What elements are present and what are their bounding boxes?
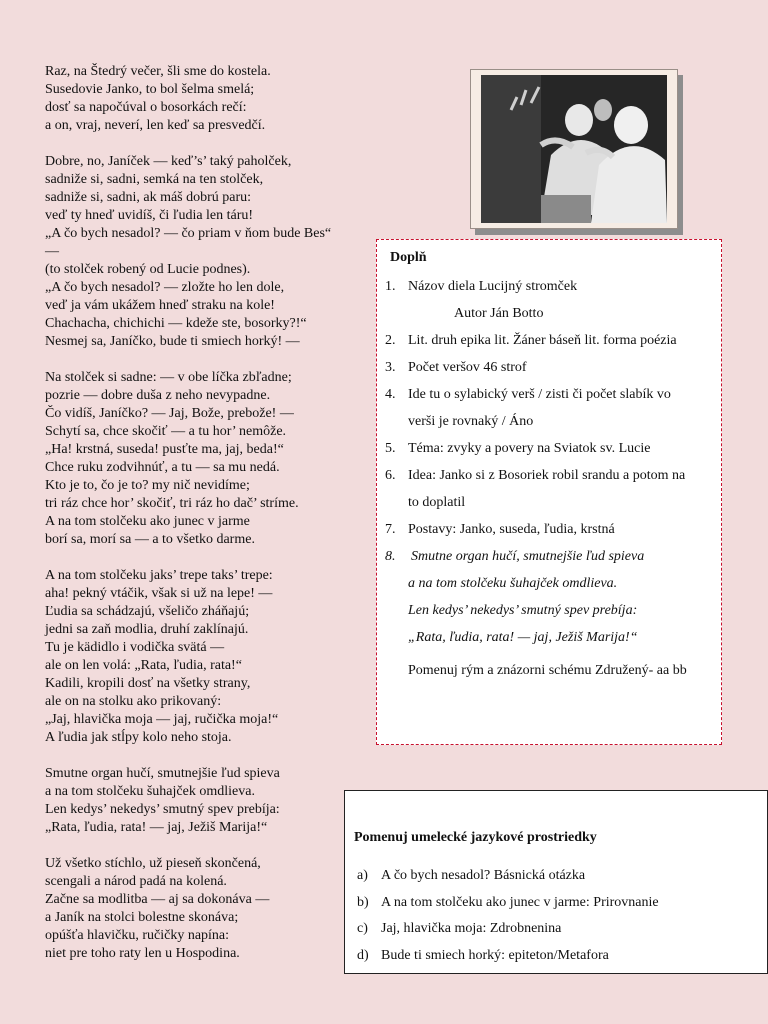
item-number: 1. <box>385 279 396 294</box>
photo-frame <box>470 69 678 229</box>
poem-line: „A čo bych nesadol? — čo priam v ňom bude Bes“ <box>45 226 332 241</box>
list-item <box>385 327 717 354</box>
verse-line: a na tom stolčeku šuhajček omdlieva. <box>408 576 618 591</box>
list-item <box>385 543 717 570</box>
poem-line: Chce ruku zodvihnúť, a tu — sa mu nedá. <box>45 460 280 475</box>
poem-line: Čo vidíš, Janíčko? — Jaj, Bože, prebože! — <box>45 406 294 421</box>
verse-line: Len kedys’ nekedys’ smutný spev prebíja: <box>408 603 638 618</box>
poem-line: Dobre, no, Janíček — keď’s’ taký paholček, <box>45 154 292 169</box>
item-subtext: verši je rovnaký / Áno <box>408 414 534 429</box>
item-text: Počet veršov 46 strof <box>408 360 527 375</box>
item-text: Lit. druh epika lit. Žáner báseň lit. forma poézia <box>408 333 677 348</box>
poem-stanza-4 <box>45 567 365 747</box>
list-item <box>385 354 717 381</box>
item-text: A čo bych nesadol? Básnická otázka <box>381 868 586 883</box>
list-item <box>385 381 717 435</box>
poem-line: (to stolček robený od Lucie podnes). <box>45 262 251 277</box>
poem-line: tri ráz chce hor’ skočiť, tri ráz ho dač’ stríme. <box>45 496 299 511</box>
photo-women-in-white-veils-icon <box>481 75 667 223</box>
poem-line: pozrie — dobre duša z neho nevypadne. <box>45 388 271 403</box>
poem-line: Nesmej sa, Janíčko, bude ti smiech horký! — <box>45 334 300 349</box>
poem-line: Smutne organ hučí, smutnejšie ľud spieva <box>45 766 280 781</box>
poem-stanza-1 <box>45 63 365 135</box>
poem-line: Kadili, kropili dosť na všetky strany, <box>45 676 251 691</box>
poem-stanza-6 <box>45 855 365 963</box>
fill-in-box <box>376 239 722 745</box>
poem-line: Chachacha, chichichi — kdeže ste, bosorky?!“ <box>45 316 307 331</box>
poem-line: a Janík na stolci bolestne skonáva; <box>45 910 239 925</box>
fill-in-list <box>385 273 717 684</box>
fill-in-title: Doplň <box>390 250 427 265</box>
poem-line: Kto je to, čo je to? my nič nevidíme; <box>45 478 250 493</box>
item-letter: b) <box>357 894 369 910</box>
poem-line: „Rata, ľudia, rata! — jaj, Ježiš Marija!“ <box>45 820 268 835</box>
poem-line: opúšťa hlavičku, ručičky napína: <box>45 928 230 943</box>
poem-line: veď ty hneď uvidíš, či ľudia len táru! <box>45 208 254 223</box>
list-item <box>357 916 757 943</box>
item-number: 2. <box>385 333 396 348</box>
poem-line: Ľudia sa schádzajú, všeličo zháňajú; <box>45 604 250 619</box>
item-text: Téma: zvyky a povery na Sviatok sv. Lucie <box>408 441 651 456</box>
poem-line: Raz, na Štedrý večer, šli sme do kostela. <box>45 64 271 79</box>
item-number: 3. <box>385 360 396 375</box>
poem-line: Len kedys’ nekedys’ smutný spev prebíja: <box>45 802 280 817</box>
item-subtext: to doplatil <box>408 495 466 510</box>
item-text: Postavy: Janko, suseda, ľudia, krstná <box>408 522 615 537</box>
artistic-devices-list <box>357 863 757 969</box>
poem-line: a na tom stolčeku šuhajček omdlieva. <box>45 784 255 799</box>
poem-line: sadniže si, sadni, semká na ten stolček, <box>45 172 264 187</box>
list-item <box>385 516 717 543</box>
item-number: 7. <box>385 522 396 537</box>
poem-line: scengali a národ padá na kolená. <box>45 874 227 889</box>
poem-line: Susedovie Janko, to bol šelma smelá; <box>45 82 255 97</box>
poem-line: „A čo bych nesadol? — zložte ho len dole, <box>45 280 285 295</box>
poem-line: veď ja vám ukážem hneď straku na kole! <box>45 298 275 313</box>
item-subtext: Autor Ján Botto <box>454 306 544 321</box>
poem-line: Už všetko stíchlo, už pieseň skončená, <box>45 856 261 871</box>
item-text: Bude ti smiech horký: epiteton/Metafora <box>381 947 609 963</box>
poem-stanza-3 <box>45 369 365 549</box>
poem-line: aha! pekný vtáčik, však si už na lepe! — <box>45 586 273 601</box>
poem-line: „Jaj, hlavička moja — jaj, ručička moja!“ <box>45 712 279 727</box>
poem-line: Na stolček si sadne: — v obe líčka zbľadne; <box>45 370 292 385</box>
item-letter: d) <box>357 947 369 963</box>
item-letter: a) <box>357 868 368 883</box>
poem-line: a on, vraj, neverí, len keď sa presvedčí. <box>45 118 266 133</box>
verse-line: „Rata, ľudia, rata! — jaj, Ježiš Marija!“ <box>408 630 638 645</box>
poem-line: Tu je kädidlo i vodička svätá — <box>45 640 225 655</box>
poem-line: — <box>45 244 59 259</box>
item-text: Jaj, hlavička moja: Zdrobnenina <box>381 921 562 936</box>
item-text: Smutne organ hučí, smutnejšie ľud spieva <box>411 549 645 564</box>
poem-line: A na tom stolčeku ako junec v jarme <box>45 514 250 529</box>
item-text: Idea: Janko si z Bosoriek robil srandu a potom na <box>408 468 686 483</box>
list-item <box>385 273 717 327</box>
item-letter: c) <box>357 921 368 936</box>
list-item <box>357 863 757 890</box>
artistic-devices-box <box>344 790 768 974</box>
poem-line: dosť sa napočúval o bosorkách rečí: <box>45 100 247 115</box>
poem-line: Schytí sa, chce skočiť — a tu hor’ nemôže. <box>45 424 287 439</box>
poem-line: „Ha! krstná, suseda! pusťte ma, jaj, beda!“ <box>45 442 284 457</box>
item-number: 8. <box>385 549 396 564</box>
poem-stanza-2 <box>45 153 365 351</box>
poem-line: niet pre toho raty len u Hospodina. <box>45 946 240 961</box>
item-text: Názov diela Lucijný stromček <box>408 279 578 294</box>
poem-line: ale on len volá: „Rata, ľudia, rata!“ <box>45 658 242 673</box>
item-number: 4. <box>385 387 396 402</box>
item-text: Ide tu o sylabický verš / zisti či počet slabík vo <box>408 387 671 402</box>
poem-line: Začne sa modlitba — aj sa dokonáva — <box>45 892 270 907</box>
list-item <box>357 943 757 970</box>
list-item <box>357 890 757 917</box>
poem-text <box>45 63 365 981</box>
poem-line: A ľudia jak stĺpy kolo neho stoja. <box>45 730 232 745</box>
item-number: 5. <box>385 441 396 456</box>
item-number: 6. <box>385 468 396 483</box>
poem-line: jedni sa zaň modlia, druhí zaklínajú. <box>45 622 249 637</box>
poem-line: ale on na stolku ako prikovaný: <box>45 694 222 709</box>
poem-line: borí sa, morí sa — a to všetko darme. <box>45 532 255 547</box>
rhyme-task: Pomenuj rým a znázorni schému Združený- aa bb <box>408 663 687 678</box>
list-item <box>385 435 717 462</box>
artistic-devices-title: Pomenuj umelecké jazykové prostriedky <box>354 830 597 845</box>
poem-line: sadniže si, sadni, ak máš dobrú paru: <box>45 190 252 205</box>
poem-stanza-5 <box>45 765 365 837</box>
list-item <box>385 462 717 516</box>
item-text: A na tom stolčeku ako junec v jarme: Prirovnanie <box>381 894 659 910</box>
poem-line: A na tom stolčeku jaks’ trepe taks’ trepe: <box>45 568 273 583</box>
